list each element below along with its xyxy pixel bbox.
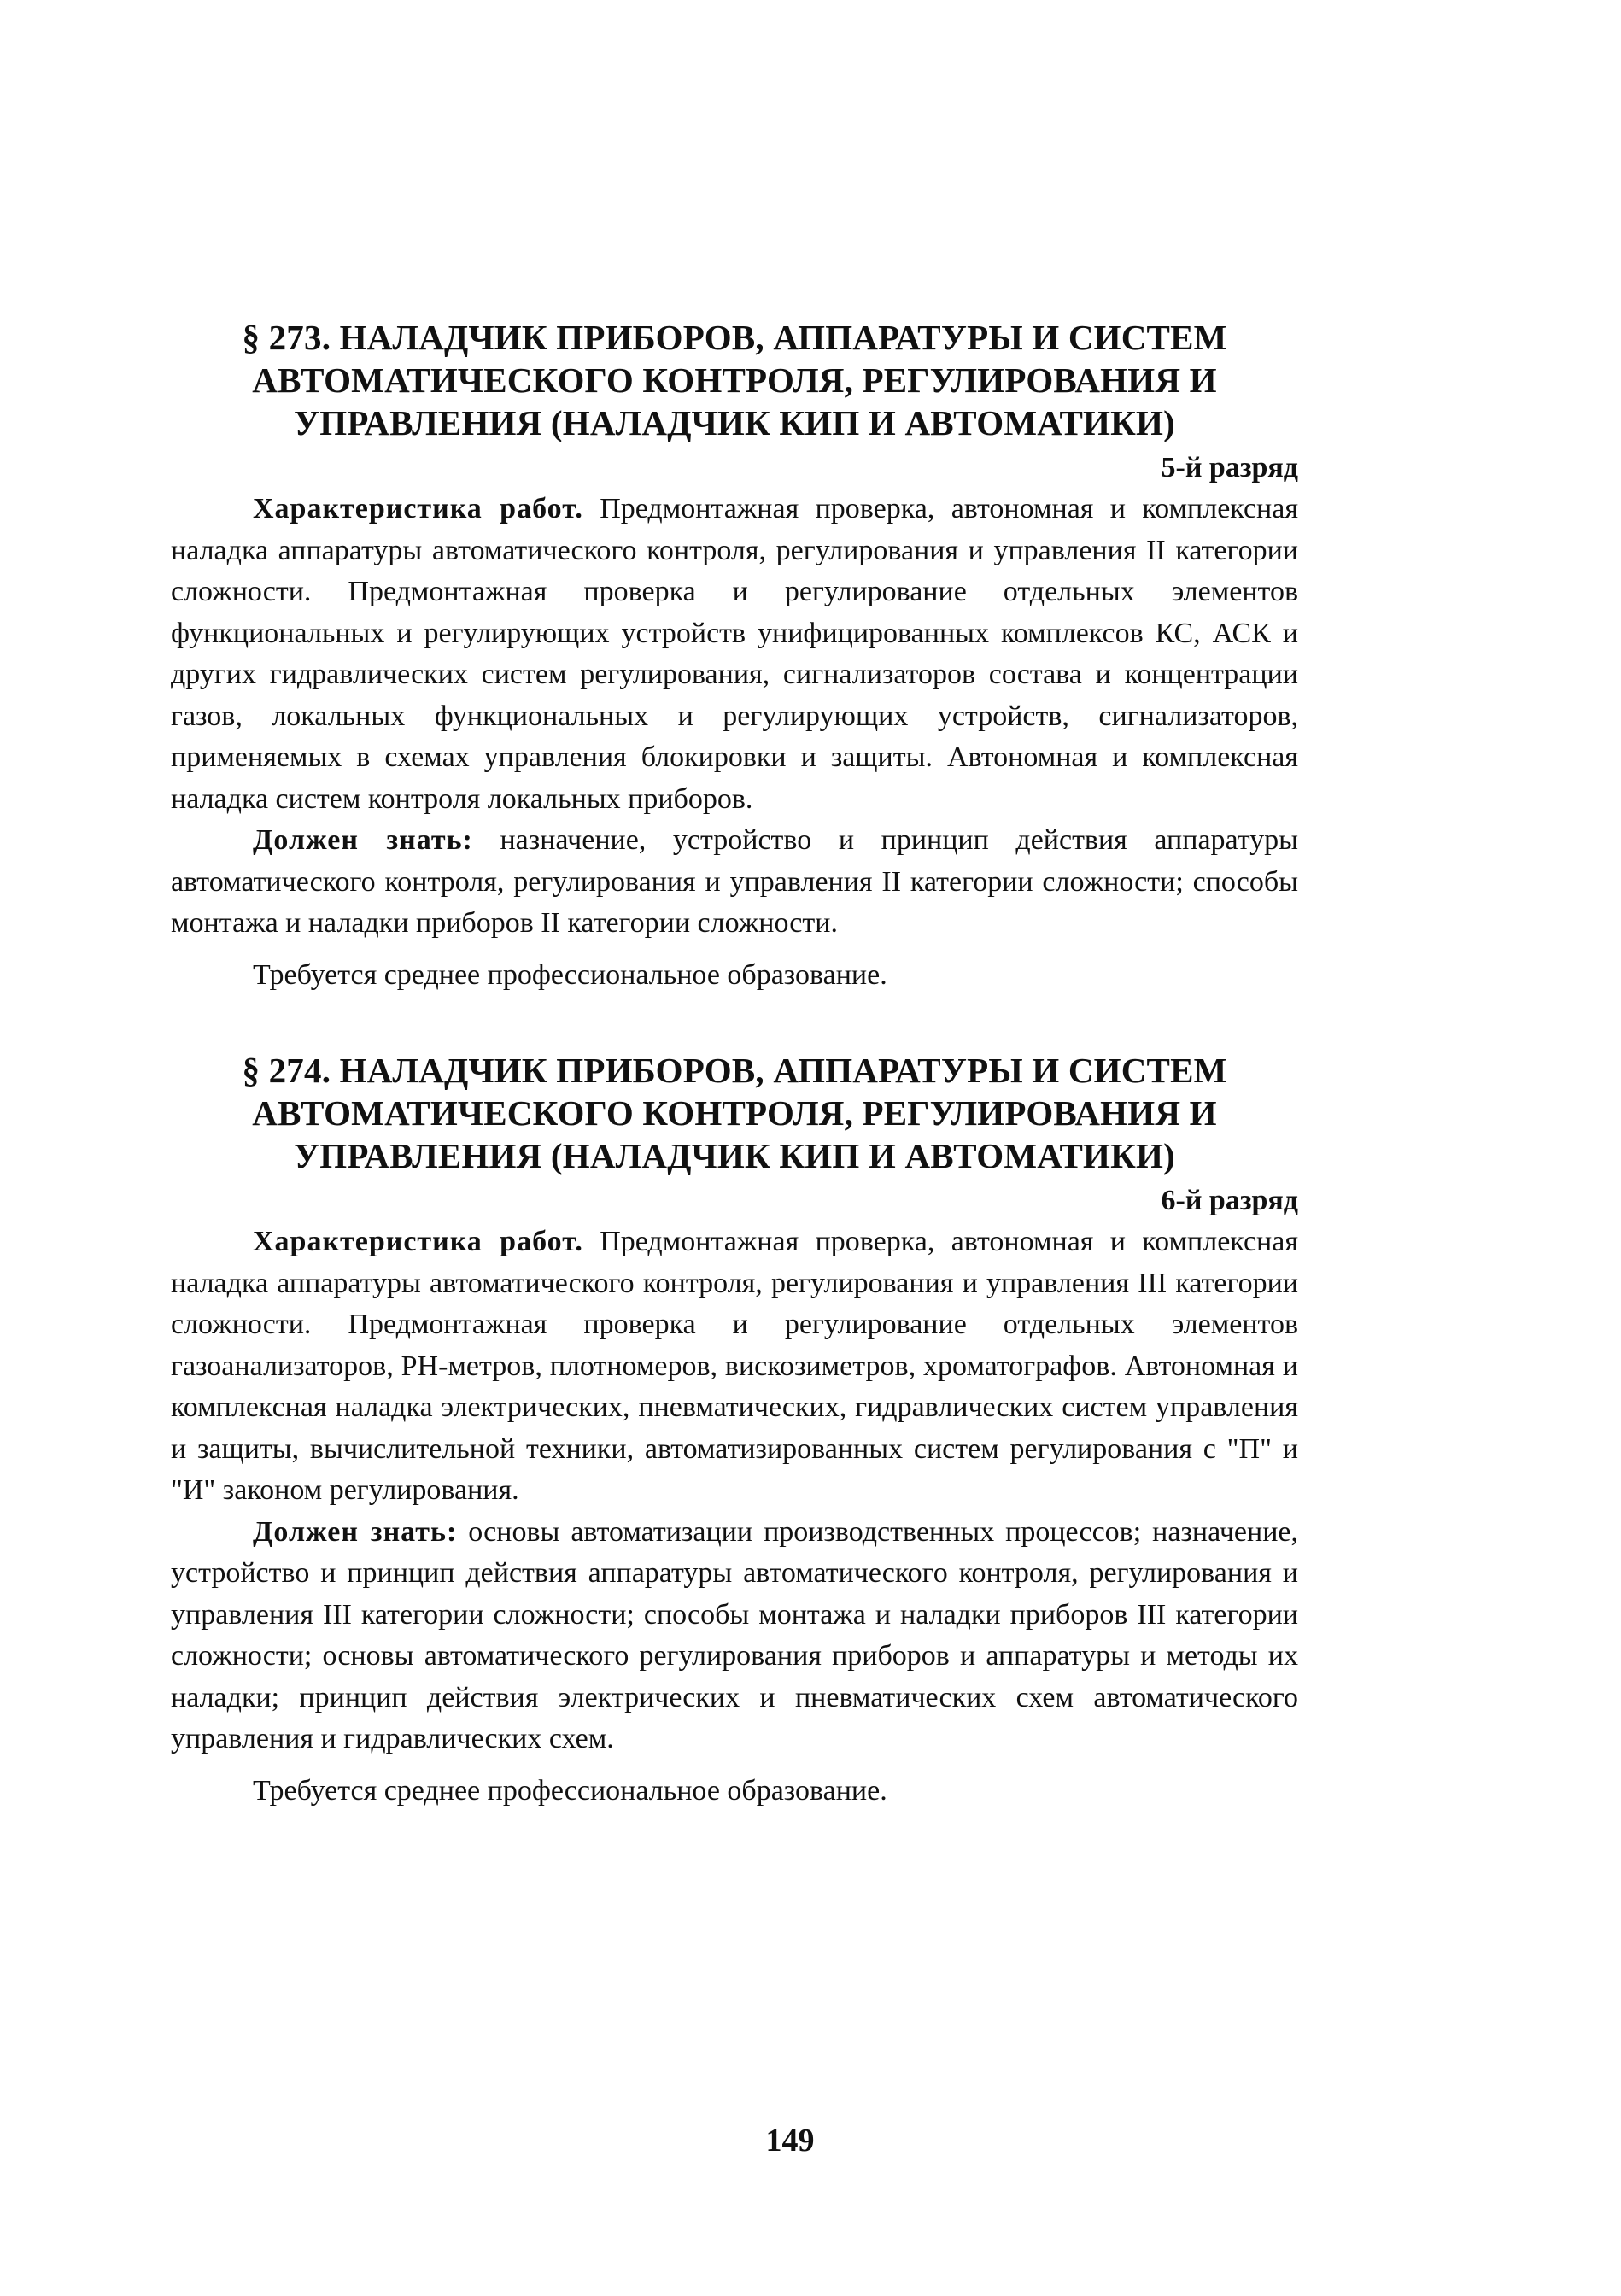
education-requirement: Требуется среднее профессиональное образование. — [253, 958, 887, 991]
section-title-line: § 273. НАЛАДЧИК ПРИБОРОВ, АППАРАТУРЫ И СИСТЕМ — [242, 318, 1227, 357]
page-number-text: 149 — [765, 2123, 815, 2158]
section-274 — [171, 1049, 1298, 1812]
knowledge-label: Должен знать: — [253, 824, 473, 856]
document-page — [171, 316, 1298, 1812]
section-title-line: § 274. НАЛАДЧИК ПРИБОРОВ, АППАРАТУРЫ И СИСТЕМ — [242, 1051, 1227, 1090]
characteristics-text: Предмонтажная проверка, автономная и комплексная наладка аппаратуры автоматического контроля, регулирования и управления III категории сложности. Предмонтажная проверка и регулирование отдельных элементов газоанализаторов, РН-метров, плотномеров, вискозиметров, хроматографов. Автономная и комплексная наладка электрических, пневматических, гидравлических систем управления и защиты, вычислительной техники, автоматизированных систем регулирования с "П" и "И" законом регулирования. — [171, 1226, 1298, 1506]
section-title — [171, 316, 1298, 444]
knowledge-label: Должен знать: — [253, 1515, 458, 1548]
knowledge-paragraph — [171, 1512, 1298, 1760]
rank-label: 5-й разряд — [1161, 452, 1298, 483]
knowledge-text: назначение, устройство и принцип действия аппаратуры автоматического контроля, регулирования и управления II категории сложности; способы монтажа и наладки приборов II категории сложности. — [171, 824, 1299, 939]
knowledge-paragraph — [171, 820, 1298, 945]
characteristics-label: Характеристика работ. — [253, 493, 583, 524]
section-title-line: АВТОМАТИЧЕСКОГО КОНТРОЛЯ, РЕГУЛИРОВАНИЯ И — [252, 1093, 1217, 1133]
characteristics-text: Предмонтажная проверка, автономная и комплексная наладка аппаратуры автоматического контроля, регулирования и управления II категории сложности. Предмонтажная проверка и регулирование отдельных элементов функциональных и регулирующих устройств унифицированных комплексов КС, АСК и других гидравлических систем регулирования, сигнализаторов состава и концентрации газов, локальных функциональных и регулирующих устройств, сигнализаторов, применяемых в схемах управления блокировки и защиты. Автономная и комплексная наладка систем контроля локальных приборов. — [171, 493, 1298, 815]
education-requirement: Требуется среднее профессиональное образование. — [253, 1774, 887, 1807]
section-title-line: УПРАВЛЕНИЯ (НАЛАДЧИК КИП И АВТОМАТИКИ) — [293, 403, 1176, 442]
section-273 — [171, 316, 1298, 996]
characteristics-paragraph — [171, 1221, 1298, 1512]
section-title-line: АВТОМАТИЧЕСКОГО КОНТРОЛЯ, РЕГУЛИРОВАНИЯ И — [252, 360, 1217, 400]
section-divider-space — [171, 996, 1298, 1049]
knowledge-text: основы автоматизации производственных процессов; назначение, устройство и принцип действия аппаратуры автоматического контроля, регулирования и управления III категории сложности; способы монтажа и наладки приборов III категории сложности; основы автоматического регулирования приборов и аппаратуры и методы их наладки; принцип действия электрических и пневматических схем автоматического управления и гидравлических схем. — [171, 1515, 1298, 1754]
section-title — [171, 1049, 1298, 1177]
rank-label: 6-й разряд — [1161, 1185, 1298, 1216]
section-title-line: УПРАВЛЕНИЯ (НАЛАДЧИК КИП И АВТОМАТИКИ) — [293, 1136, 1176, 1175]
page-number — [0, 2122, 1621, 2159]
characteristics-paragraph — [171, 489, 1298, 820]
characteristics-label: Характеристика работ. — [253, 1226, 583, 1257]
